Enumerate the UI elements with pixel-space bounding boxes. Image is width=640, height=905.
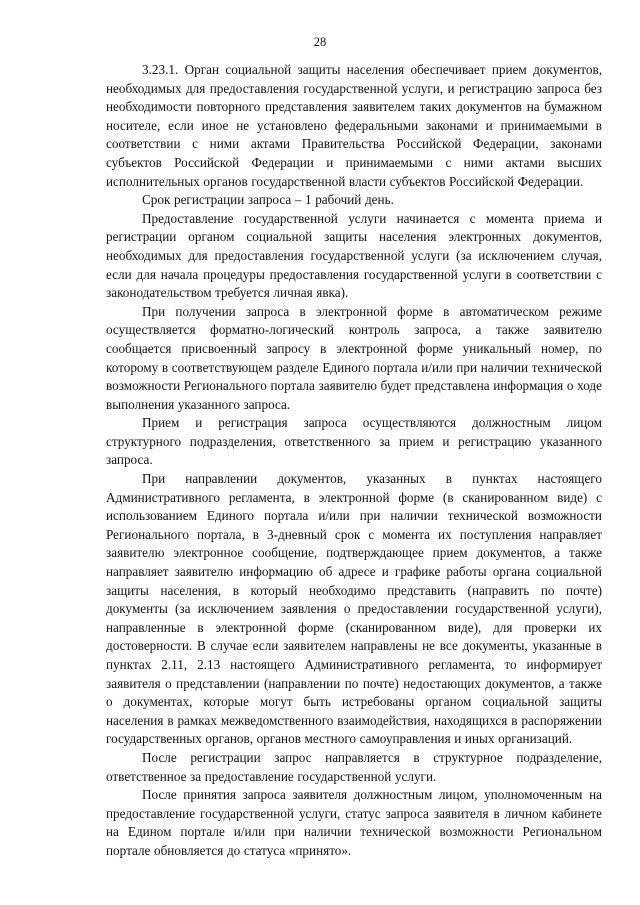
page-number: 28 <box>313 35 327 49</box>
paragraph-service-start: Предоставление государственной услуги начинается с момента приема и регистрации органом социальной защиты населения электронных документов, необходимых для предоставления государственной услуги (за исключением случая, если для начала процедуры предоставления государственной услуги в соответствии с законодательством требуется личная явка). <box>106 210 602 301</box>
document-body <box>106 61 602 861</box>
paragraph-reception-registration: Прием и регистрация запроса осуществляются должностным лицом структурного подразделения, ответственного за прием и регистрацию указанного запроса. <box>106 415 602 468</box>
paragraph-3-23-1: 3.23.1. Орган социальной защиты населения обеспечивает прием документов, необходимых для предоставления государственной услуги, и регистрацию запроса без необходимости повторного представления заявителем таких документов на бумажном носителе, если иное не установлено федеральными законами и принимаемыми в соответствии с ними актами Правительства Российской Федерации, законами субъектов Российской Федерации и принимаемыми с ними актами высших исполнительных органов государственной власти субъектов Российской Федерации. <box>106 62 602 189</box>
paragraph-electronic-request: При получении запроса в электронной форме в автоматическом режиме осуществляется форматно-логический контроль запроса, а также заявителю сообщается присвоенный запросу в электронной форме уникальный номер, по которому в соответствующем разделе Единого портала и/или при наличии технической возможности Регионального портала заявителю будет представлена информация о ходе выполнения указанного запроса. <box>106 303 602 412</box>
paragraph-status-update: После принятия запроса заявителя должностным лицом, уполномоченным на предоставление государственной услуги, статус запроса заявителя в личном кабинете на Едином портале и/или при наличии технической возможности Региональном портале обновляется до статуса «принято». <box>106 787 602 858</box>
paragraph-after-registration: После регистрации запрос направляется в структурное подразделение, ответственное за предоставление государственной услуги. <box>106 749 602 784</box>
paragraph-registration-term: Срок регистрации запроса – 1 рабочий день. <box>142 192 394 208</box>
paragraph-documents-sending: При направлении документов, указанных в пунктах настоящего Административного регламента, в электронной форме (в сканированном виде) с использованием Единого портала и/или при наличии технической возможности Регионального портала, в 3-дневный срок с момента их поступления направляет заявителю электронное сообщение, подтверждающее прием документов, а также направляет заявителю информацию об адресе и графике работы органа социальной защиты населения, в который необходимо представить (направить по почте) документы (за исключением заявления о предоставлении государственной услуги), направленные в электронной форме (сканированном виде), для проверки их достоверности. В случае если заявителем направлены не все документы, указанные в пунктах 2.11, 2.13 настоящего Административного регламента, то информирует заявителя о представлении (направлении по почте) недостающих документов, а также о документах, которые могут быть истребованы органом социальной защиты населения в рамках межведомственного взаимодействия, находящихся в распоряжении государственных органов, органов местного самоуправления и иных организаций. <box>106 471 602 747</box>
